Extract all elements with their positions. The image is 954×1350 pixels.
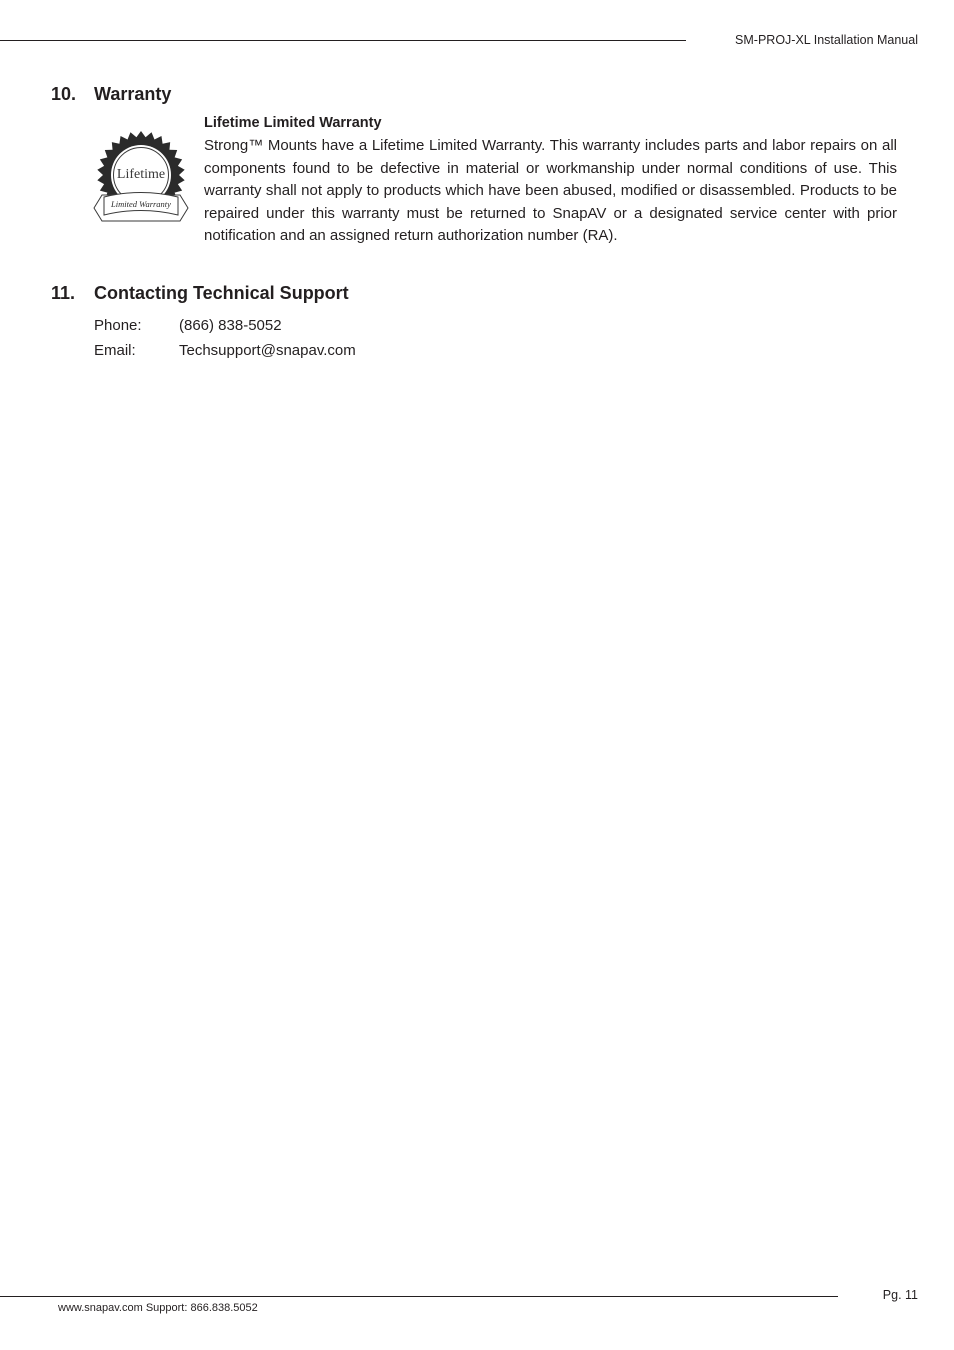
document-title: SM-PROJ-XL Installation Manual (735, 33, 918, 47)
email-label: Email: (94, 342, 136, 359)
section-number: 11. (51, 283, 76, 303)
phone-value: (866) 838-5052 (179, 317, 282, 334)
footer-contact: www.snapav.com Support: 866.838.5052 (58, 1302, 258, 1314)
badge-ribbon-text: Limited Warranty (111, 199, 171, 209)
footer-rule (0, 1296, 838, 1297)
warranty-body: Strong™ Mounts have a Lifetime Limited Warranty. This warranty includes parts and labor repairs on all components found to be defective in material or workmanship under normal conditions of use. This warranty shall not apply to products which have been abused, modified or disassembled. Products to be repaired under this warranty must be returned to SnapAV or a designated service center with prior notification and an assigned return authorization number (RA). (204, 137, 897, 245)
warranty-heading (51, 84, 171, 105)
section-title: Warranty (94, 84, 172, 104)
email-value: Techsupport@snapav.com (179, 342, 356, 359)
phone-label: Phone: (94, 317, 142, 334)
page-number: Pg. 11 (882, 1288, 918, 1302)
header-rule (0, 40, 686, 41)
warranty-subheading: Lifetime Limited Warranty (204, 115, 382, 131)
email-row (94, 342, 356, 359)
support-heading (51, 283, 349, 304)
section-title: Contacting Technical Support (94, 283, 349, 303)
phone-row (94, 317, 282, 334)
lifetime-warranty-badge-icon (92, 130, 190, 228)
badge-lifetime-text: Lifetime (116, 167, 166, 182)
section-number: 10. (51, 84, 77, 104)
